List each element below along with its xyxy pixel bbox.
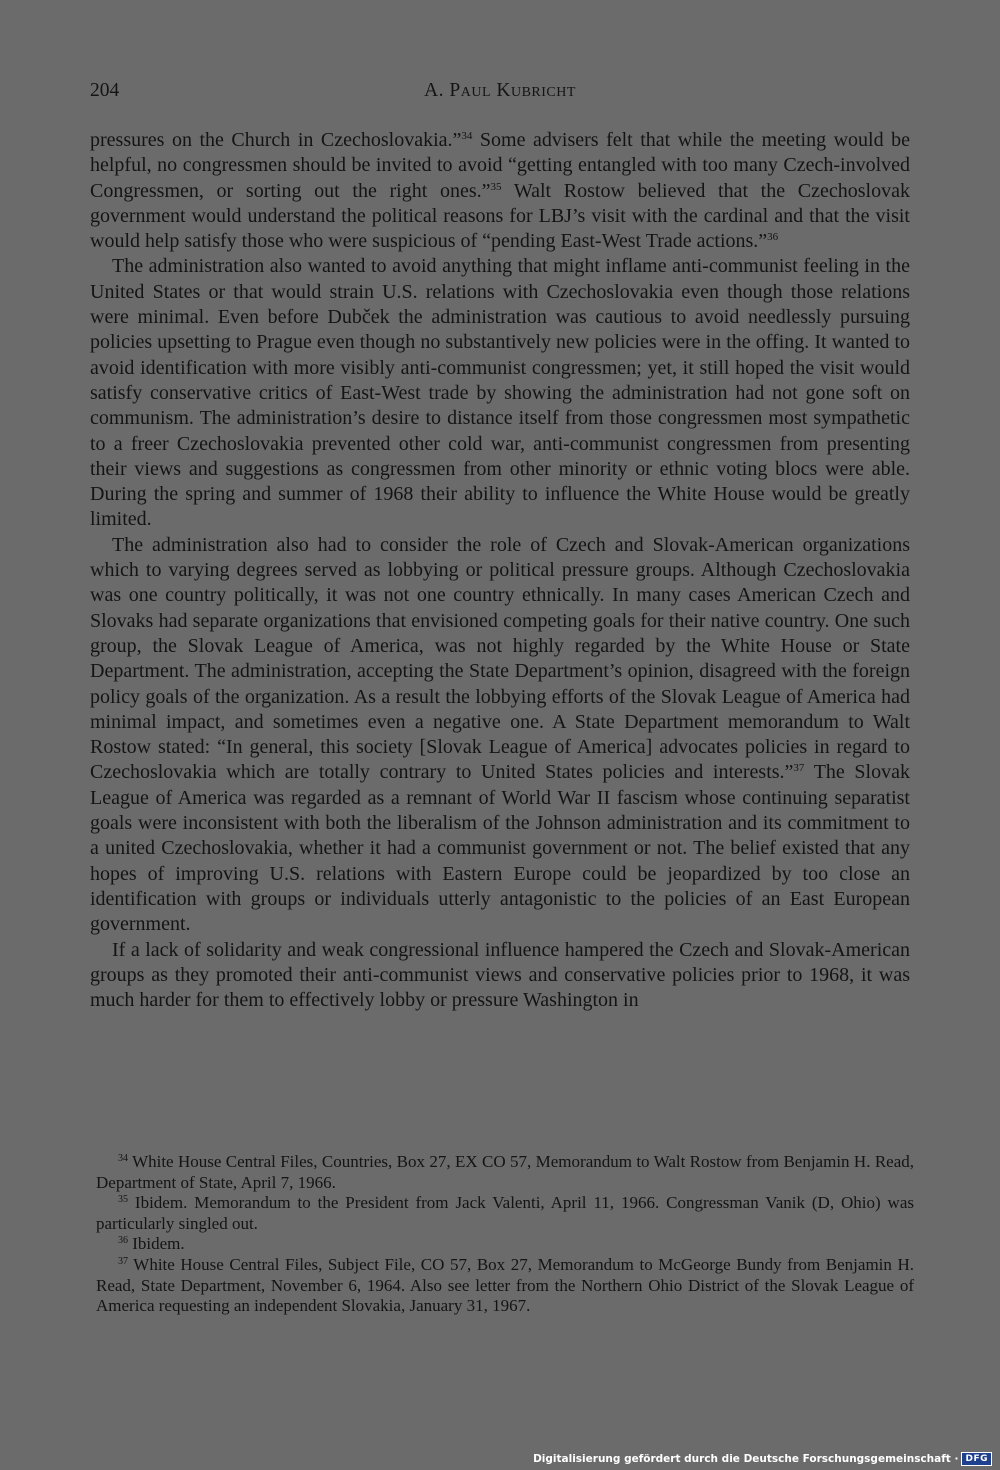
footnote-number: 36 [118, 1235, 128, 1247]
footnotes [96, 1152, 914, 1317]
body-paragraph [90, 128, 910, 254]
footnote-text: Ibidem. [128, 1234, 185, 1254]
body-paragraph [90, 938, 910, 1014]
footnote [96, 1255, 914, 1317]
dfg-logo-icon: DFG [961, 1452, 992, 1466]
footnote-reference: 36 [767, 231, 779, 244]
footnote-text: White House Central Files, Subject File, CO 57, Box 27, Memorandum to McGeorge Bundy from Benjamin H. Read, State Department, November 6, 1964. Also see letter from the Northern Ohio District of the Slovak League of America requesting an independent Slovakia, January 31, 1967. [96, 1254, 914, 1316]
page-header [90, 80, 910, 106]
paragraph-text: Walt Rostow believed that the Czechoslovak government would understand the political reasons for LBJ’s visit with the cardinal and that the visit would help satisfy those who were suspicious of “pending East-West Trade actions.” [90, 179, 910, 253]
body-paragraph [90, 533, 910, 938]
digitization-notice-text: Digitalisierung gefördert durch die Deutsche Forschungsgemeinschaft · [533, 1453, 959, 1465]
paragraph-text: pressures on the Church in Czechoslovakia.” [90, 129, 462, 151]
paragraph-text: The administration also wanted to avoid anything that might inflame anti-communist feeling in the United States or that would strain U.S. relations with Czechoslovakia even though those relations were minimal. Even before Dubček the administration was cautious to avoid needlessly pursuing policies upsetting to Prague even though no substantively new policies were in the offing. It wanted to avoid identification with more visibly anti-communist congressmen; yet, it still hoped the visit would satisfy conservative critics of East-West trade by showing the administration had not gone soft on communism. The administration’s desire to distance itself from those congressmen most sympathetic to a freer Czechoslovakia prevented other cold war, anti-communist congressmen from presenting their views and suggestions as congressmen from other minority or ethnic voting blocs were able. During the spring and summer of 1968 their ability to influence the White House would be greatly limited. [90, 255, 910, 531]
footnote [96, 1234, 914, 1255]
body-text [90, 128, 910, 1013]
footnote-reference: 35 [490, 180, 502, 193]
paragraph-text: The administration also had to consider the role of Czech and Slovak-American organizations which to varying degrees served as lobbying or political pressure groups. Although Czechoslovakia was one country politically, it was not one country ethnically. In many cases American Czech and Slovaks had separate organizations that envisioned competing goals for their native country. One such group, the Slovak League of America, was not highly regarded by the White House or State Department. The administration, accepting the State Department’s opinion, disagreed with the foreign policy goals of the organization. As a result the lobbying efforts of the Slovak League of America had minimal impact, and sometimes even a negative one. A State Department memorandum to Walt Rostow stated: “In general, this society [Slovak League of America] advocates policies in regard to Czechoslovakia which are totally contrary to United States policies and interests.” [90, 533, 910, 784]
footnote-reference: 34 [461, 130, 473, 142]
footnote [96, 1193, 914, 1234]
running-head: A. Paul Kubricht [424, 80, 576, 101]
paragraph-text: Some advisers felt that while the meeting would be helpful, no congressmen should be invited to avoid “getting entangled with too many Czech-involved Congressmen, or sorting out the right ones.” [90, 129, 910, 202]
page-number: 204 [90, 80, 120, 101]
footnote-reference: 37 [793, 762, 805, 775]
footnote-number: 35 [118, 1194, 128, 1206]
footnote-number: 37 [118, 1255, 128, 1267]
digitization-notice [533, 1452, 992, 1466]
body-paragraph [90, 254, 910, 532]
paragraph-text: The Slovak League of America was regarded as a remnant of World War II fascism whose continuing separatist goals were inconsistent with both the liberalism of the Johnson administration and its commitment to a united Czechoslovakia, whether it had a communist government or not. The belief existed that any hopes of improving U.S. relations with Eastern Europe could be jeopardized by too close an identification with groups or individuals utterly antagonistic to the policies of an East European government. [90, 761, 910, 936]
paragraph-text: If a lack of solidarity and weak congressional influence hampered the Czech and Slovak-American groups as they promoted their anti-communist views and conservative policies prior to 1968, it was much harder for them to effectively lobby or pressure Washington in [90, 938, 910, 1012]
footnote-text: White House Central Files, Countries, Box 27, EX CO 57, Memorandum to Walt Rostow from Benjamin H. Read, Department of State, April 7, 1966. [96, 1152, 914, 1192]
footnote-text: Ibidem. Memorandum to the President from Jack Valenti, April 11, 1966. Congressman Vanik (D, Ohio) was particularly singled out. [96, 1193, 914, 1233]
footnote [96, 1152, 914, 1193]
footnote-number: 34 [118, 1153, 128, 1164]
